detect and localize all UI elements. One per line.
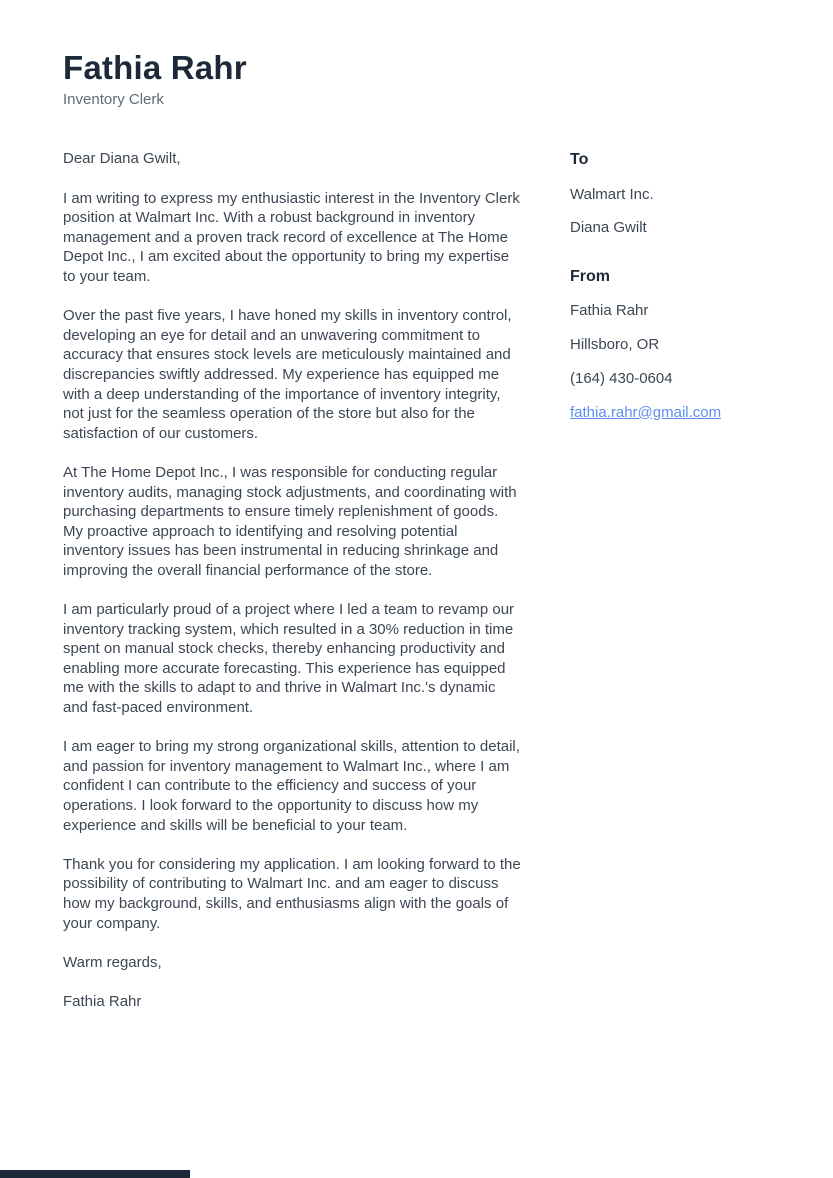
to-heading: To bbox=[570, 151, 589, 169]
from-name: Fathia Rahr bbox=[570, 302, 649, 320]
letter-header bbox=[0, 0, 833, 109]
candidate-job-title: Inventory Clerk bbox=[63, 90, 164, 108]
candidate-name: Fathia Rahr bbox=[63, 49, 247, 86]
letter-body bbox=[63, 149, 521, 1011]
letter-paragraph: Over the past five years, I have honed my skills in inventory control, developing an eye for detail and an unwavering commitment to accuracy that ensures stock levels are meticulously maintained and discrepancies swiftly addressed. My experience has equipped me with a deep understanding of the importance of inventory integrity, not just for the seamless operation of the store but also for the satisfaction of our customers. bbox=[63, 307, 512, 442]
letter-paragraph: At The Home Depot Inc., I was responsible for conducting regular inventory audits, managing stock adjustments, and coordinating with purchasing departments to ensure timely replenishment of goods. My proactive approach to identifying and resolving potential inventory issues has been instrumental in reducing shrinkage and improving the overall financial performance of the store. bbox=[63, 463, 517, 579]
signature: Fathia Rahr bbox=[63, 992, 142, 1010]
email-link[interactable]: fathia.rahr@gmail.com bbox=[570, 403, 722, 421]
letter-paragraph: I am eager to bring my strong organizational skills, attention to detail, and passion for inventory management to Walmart Inc., where I am confident I can contribute to the efficiency and success of your operations. I look forward to the opportunity to discuss how my experience and skills will be beneficial to your team. bbox=[63, 738, 520, 834]
to-recipient: Diana Gwilt bbox=[570, 219, 647, 237]
letter-paragraph: Thank you for considering my application. I am looking forward to the possibility of contributing to Walmart Inc. and am eager to discuss how my background, skills, and enthusiasms align with the goals of your company. bbox=[63, 855, 521, 932]
from-heading: From bbox=[570, 268, 610, 286]
letter-paragraph: I am particularly proud of a project where I led a team to revamp our inventory tracking system, which resulted in a 30% reduction in time spent on manual stock checks, thereby enhancing productivity and enabling more accurate forecasting. This experience has equipped me with the skills to adapt to and thrive in Walmart Inc.'s dynamic and fast-paced environment. bbox=[63, 601, 515, 717]
to-company: Walmart Inc. bbox=[570, 185, 654, 203]
to-section bbox=[570, 150, 770, 241]
from-location: Hillsboro, OR bbox=[570, 336, 660, 354]
letter-paragraph: I am writing to express my enthusiastic interest in the Inventory Clerk position at Walmart Inc. With a robust background in inventory management and a proven track record of excellence at The Home Depot Inc., I am excited about the opportunity to bring my expertise to your team. bbox=[63, 189, 520, 286]
from-section bbox=[570, 267, 770, 425]
salutation: Dear Diana Gwilt, bbox=[63, 150, 181, 168]
letter-content bbox=[0, 149, 833, 1011]
page-footer-accent-bar bbox=[0, 1170, 190, 1178]
closing: Warm regards, bbox=[63, 953, 162, 971]
from-phone: (164) 430-0604 bbox=[570, 369, 673, 387]
contact-sidebar bbox=[570, 149, 770, 451]
